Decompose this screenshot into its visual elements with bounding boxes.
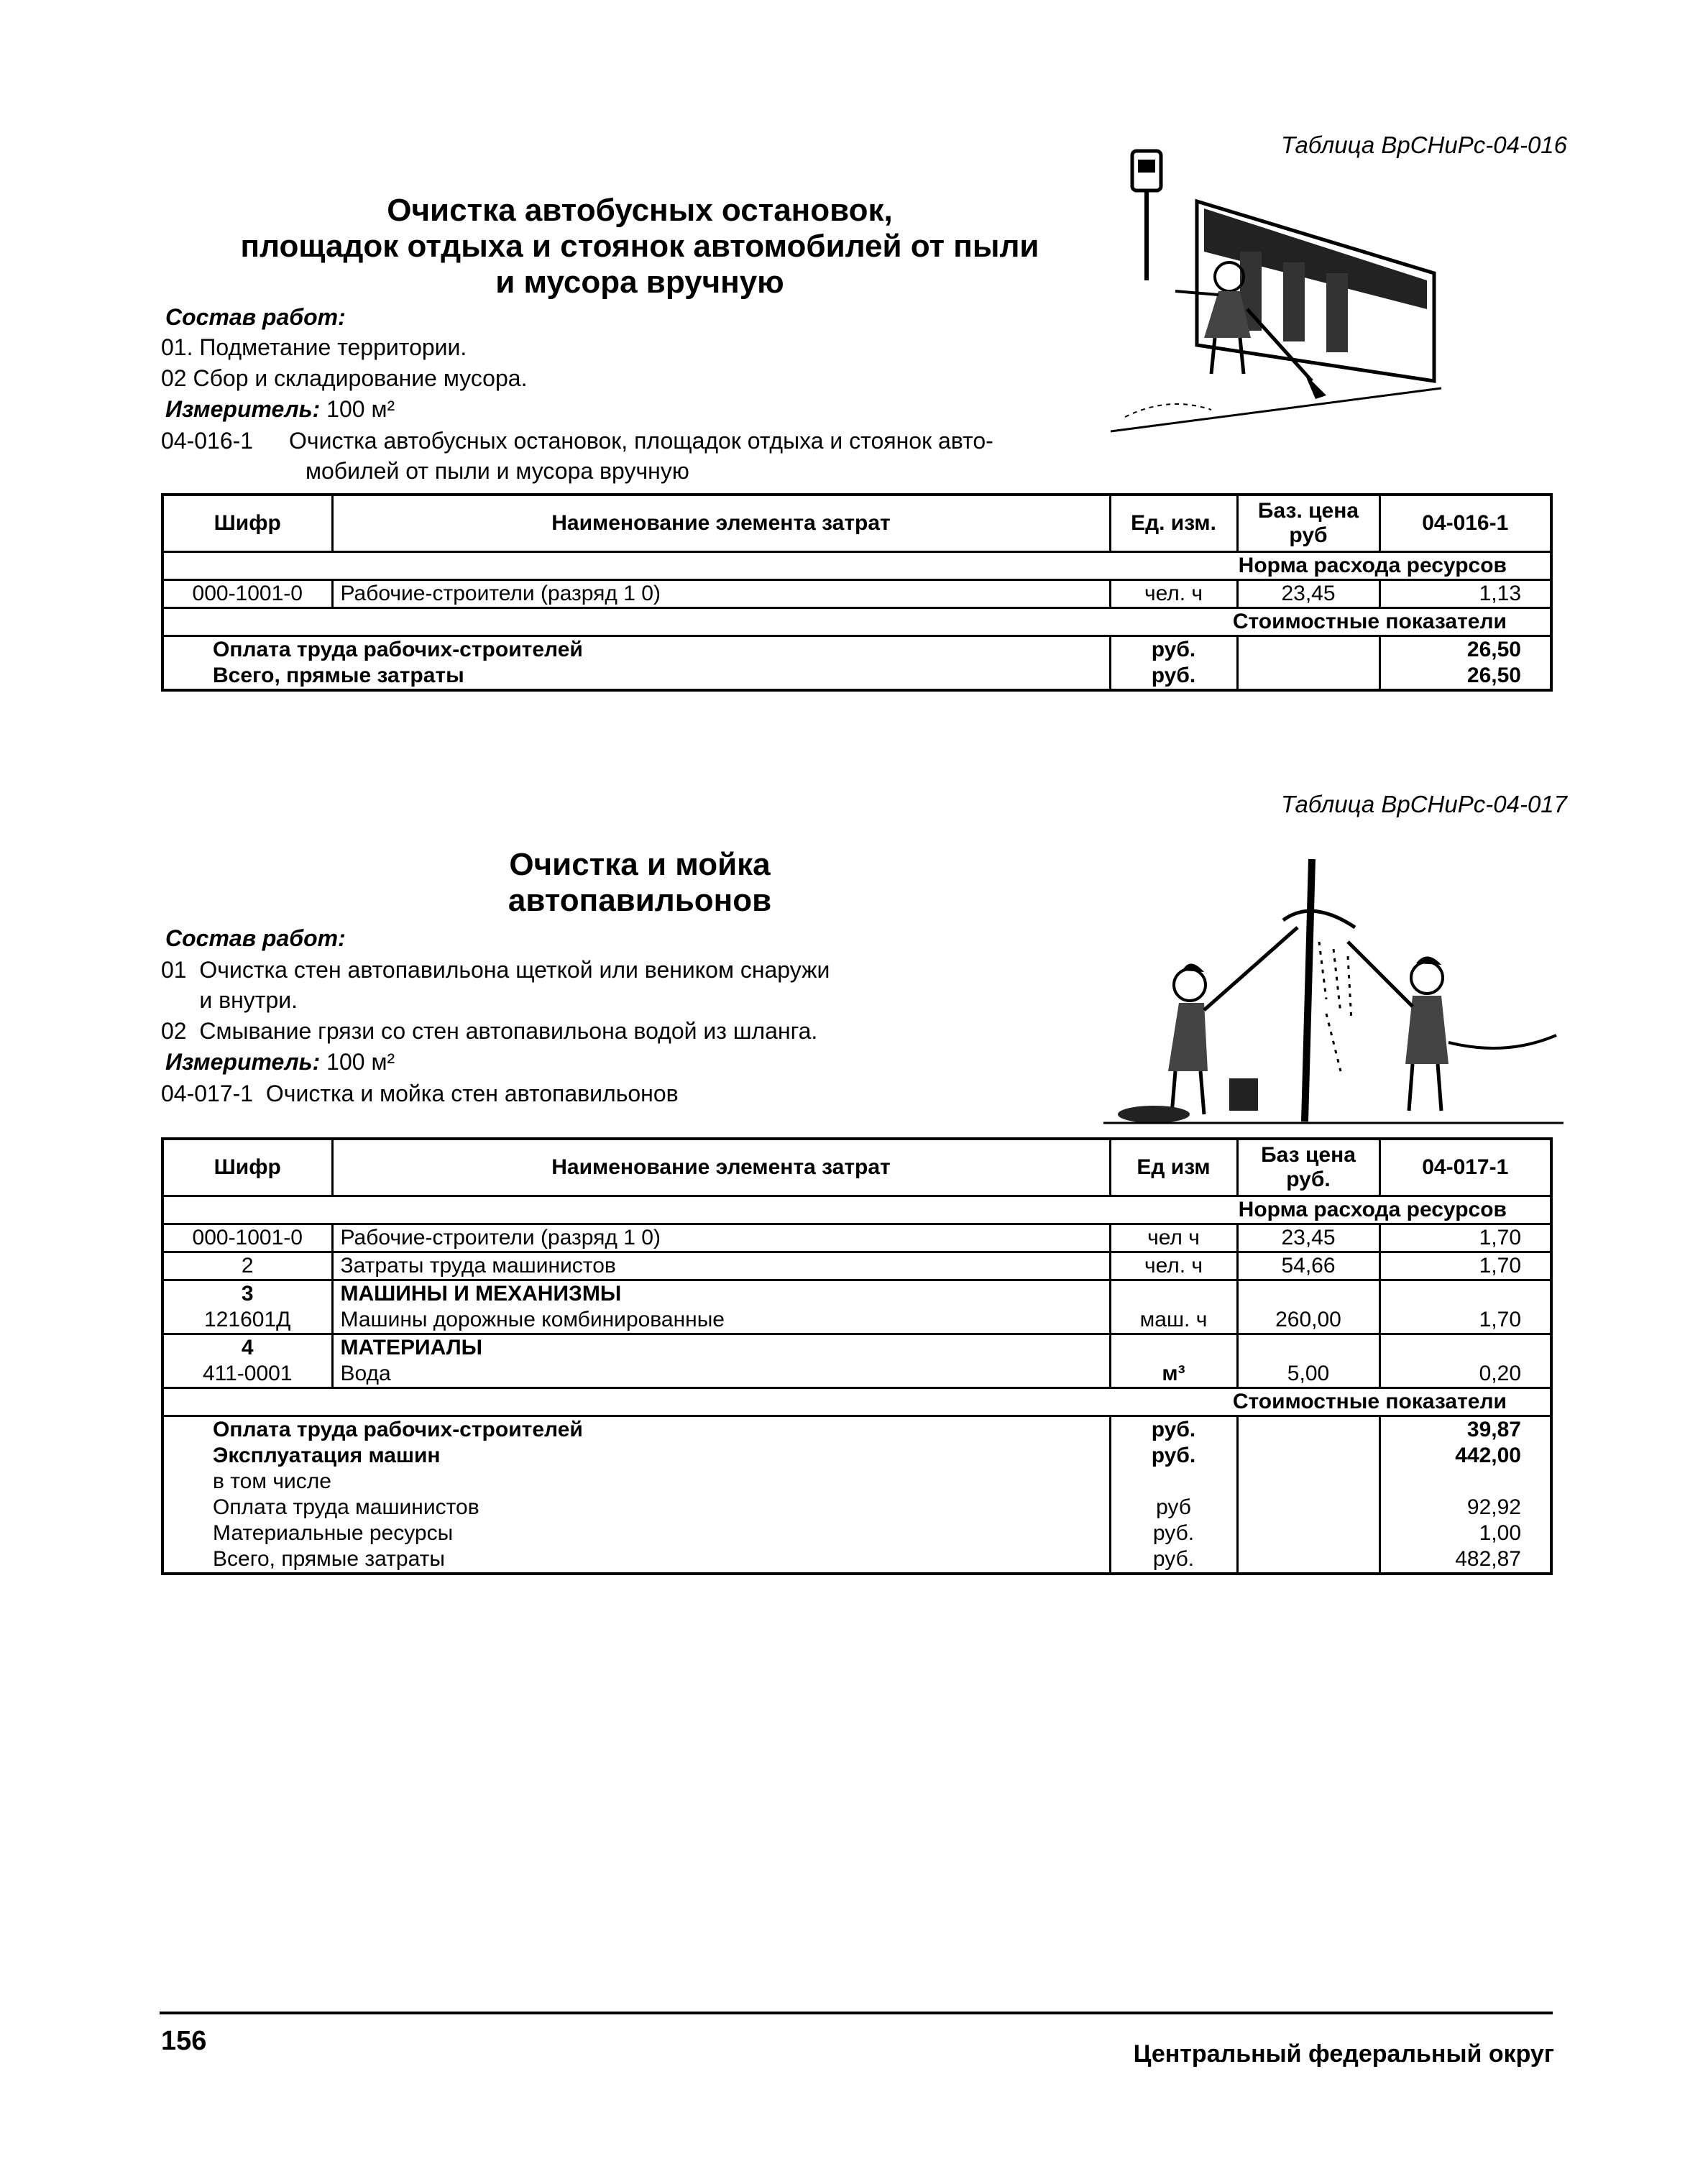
cost-value bbox=[1379, 1469, 1551, 1495]
group-name: МАШИНЫ И МЕХАНИЗМЫ bbox=[332, 1280, 1110, 1308]
cost-name: Всего, прямые затраты bbox=[162, 663, 1110, 690]
cost-name: Эксплуатация машин bbox=[162, 1443, 1110, 1469]
row-name: Затраты труда машинистов bbox=[332, 1252, 1110, 1280]
row-value: 1,13 bbox=[1379, 580, 1551, 608]
header-unit: Ед изм bbox=[1110, 1139, 1237, 1196]
header-norm-col: 04-017-1 bbox=[1379, 1139, 1551, 1196]
cost-name: Оплата труда машинистов bbox=[162, 1495, 1110, 1521]
row-name: Вода bbox=[332, 1361, 1110, 1388]
pavilion-washing-illustration bbox=[1103, 856, 1571, 1143]
cost-value: 92,92 bbox=[1466, 1495, 1521, 1519]
cost-name: Оплата труда рабочих-строителей bbox=[162, 636, 1110, 664]
cost-unit: руб. bbox=[1110, 1416, 1237, 1444]
table-row bbox=[162, 1252, 1551, 1280]
title-line: автопавильонов bbox=[508, 883, 772, 918]
row-name: Машины дорожные комбинированные bbox=[332, 1307, 1110, 1334]
cost-name: Оплата труда рабочих-строителей bbox=[162, 1416, 1110, 1444]
cost-unit: руб. bbox=[1110, 636, 1237, 664]
cost-price-empty bbox=[1237, 1546, 1379, 1574]
group-row bbox=[162, 1334, 1551, 1362]
empty-cell bbox=[1379, 1334, 1551, 1362]
cost-price-empty bbox=[1237, 663, 1379, 690]
cost-value: 442,00 bbox=[1455, 1444, 1521, 1467]
header-unit: Ед. изм. bbox=[1110, 495, 1237, 552]
table-row bbox=[162, 1361, 1551, 1388]
cost-unit: руб. bbox=[1110, 1546, 1237, 1574]
footer-rule bbox=[160, 2012, 1553, 2014]
header-name: Наименование элемента затрат bbox=[332, 1139, 1110, 1196]
cost-unit: руб. bbox=[1110, 1443, 1237, 1469]
meter-value: 100 м² bbox=[326, 1049, 395, 1075]
norm-code: 04-016-1 bbox=[161, 428, 254, 454]
group-code: 3 bbox=[162, 1280, 332, 1308]
cost-table-017 bbox=[161, 1137, 1553, 1575]
row-price: 54,66 bbox=[1237, 1252, 1379, 1280]
section-norm: Норма расхода ресурсов bbox=[162, 552, 1551, 580]
group-code: 4 bbox=[162, 1334, 332, 1362]
group-row bbox=[162, 1280, 1551, 1308]
cost-row bbox=[162, 1469, 1551, 1495]
header-price: Баз цена руб. bbox=[1237, 1139, 1379, 1196]
norm-line: 04-017-1 Очистка и мойка стен автопавильонов bbox=[161, 1081, 679, 1106]
title-line: Очистка и мойка bbox=[509, 847, 771, 882]
cost-name: Всего, прямые затраты bbox=[162, 1546, 1110, 1574]
page-number: 156 bbox=[161, 2026, 207, 2056]
composition-heading: Состав работ: bbox=[165, 304, 346, 330]
cost-row bbox=[162, 1521, 1551, 1546]
row-code: 000-1001-0 bbox=[162, 1224, 332, 1252]
row-code: 000-1001-0 bbox=[162, 580, 332, 608]
cost-value: 26,50 bbox=[1466, 664, 1521, 687]
cost-value: 482,87 bbox=[1455, 1547, 1521, 1571]
row-unit: чел. ч bbox=[1110, 580, 1237, 608]
row-name: Рабочие-строители (разряд 1 0) bbox=[332, 580, 1110, 608]
empty-cell bbox=[1110, 1280, 1237, 1308]
cost-price-empty bbox=[1237, 1521, 1379, 1546]
section-cost: Стоимостные показатели bbox=[162, 1388, 1551, 1416]
cost-table-016 bbox=[161, 493, 1553, 692]
header-name: Наименование элемента затрат bbox=[332, 495, 1110, 552]
group-name: МАТЕРИАЛЫ bbox=[332, 1334, 1110, 1362]
norm-desc-line2: мобилей от пыли и мусора вручную bbox=[306, 458, 689, 484]
footer-region: Центральный федеральный округ bbox=[1133, 2040, 1554, 2068]
row-unit: м³ bbox=[1110, 1361, 1237, 1388]
row-code: 2 bbox=[162, 1252, 332, 1280]
empty-cell bbox=[1110, 1334, 1237, 1362]
table-row bbox=[162, 1224, 1551, 1252]
row-value: 1,70 bbox=[1379, 1224, 1551, 1252]
empty-cell bbox=[1379, 1280, 1551, 1308]
cost-row bbox=[162, 1416, 1551, 1444]
title-line: Очистка автобусных остановок, bbox=[387, 193, 893, 228]
cost-row bbox=[162, 1443, 1551, 1469]
meter-label: Измеритель: bbox=[165, 396, 321, 422]
cost-unit: руб. bbox=[1110, 663, 1237, 690]
header-price: Баз. цена руб bbox=[1237, 495, 1379, 552]
composition-heading: Состав работ: bbox=[165, 925, 346, 951]
row-code: 411-0001 bbox=[162, 1361, 332, 1388]
composition-item: 01. Подметание территории. bbox=[161, 334, 467, 360]
table-label-016: Таблица ВрСНиРс-04-016 bbox=[1281, 132, 1567, 158]
cost-unit: руб. bbox=[1110, 1521, 1237, 1546]
cost-row bbox=[162, 663, 1551, 690]
meter-label: Измеритель: bbox=[165, 1049, 321, 1075]
cost-name: Материальные ресурсы bbox=[162, 1521, 1110, 1546]
header-code: Шифр bbox=[162, 1139, 332, 1196]
header-code: Шифр bbox=[162, 495, 332, 552]
composition-item: 01 Очистка стен автопавильона щеткой или веником снаружи bbox=[161, 957, 830, 983]
cost-price-empty bbox=[1237, 1469, 1379, 1495]
cost-price-empty bbox=[1237, 1443, 1379, 1469]
table-row bbox=[162, 1307, 1551, 1334]
table-row bbox=[162, 580, 1551, 608]
cost-value: 26,50 bbox=[1466, 638, 1521, 661]
meter-value: 100 м² bbox=[326, 396, 395, 422]
row-value: 1,70 bbox=[1379, 1307, 1551, 1334]
composition-item: и внутри. bbox=[161, 987, 298, 1013]
section-norm: Норма расхода ресурсов bbox=[162, 1196, 1551, 1224]
section-cost: Стоимостные показатели bbox=[162, 608, 1551, 636]
empty-cell bbox=[1237, 1280, 1379, 1308]
section-title-016 bbox=[173, 193, 1107, 301]
cost-row bbox=[162, 1495, 1551, 1521]
header-norm-col: 04-016-1 bbox=[1379, 495, 1551, 552]
row-price: 260,00 bbox=[1237, 1307, 1379, 1334]
meter-line bbox=[165, 1047, 395, 1077]
title-line: и мусора вручную bbox=[495, 265, 784, 300]
table-label-017: Таблица ВрСНиРс-04-017 bbox=[1281, 791, 1567, 817]
cost-unit bbox=[1110, 1469, 1237, 1495]
row-value: 0,20 bbox=[1479, 1362, 1521, 1385]
empty-cell bbox=[1237, 1334, 1379, 1362]
meter-line bbox=[165, 394, 395, 424]
row-price: 23,45 bbox=[1237, 580, 1379, 608]
cost-row bbox=[162, 636, 1551, 664]
row-unit: чел. ч bbox=[1110, 1252, 1237, 1280]
cost-value: 1,00 bbox=[1479, 1521, 1521, 1545]
row-price: 5,00 bbox=[1237, 1361, 1379, 1388]
row-unit: чел ч bbox=[1110, 1224, 1237, 1252]
composition-item: 02 Сбор и складирование мусора. bbox=[161, 365, 528, 391]
cost-unit: руб bbox=[1110, 1495, 1237, 1521]
cost-price-empty bbox=[1237, 636, 1379, 664]
cost-value: 39,87 bbox=[1466, 1418, 1521, 1441]
composition-item: 02 Смывание грязи со стен автопавильона водой из шланга. bbox=[161, 1018, 818, 1044]
row-code: 121601Д bbox=[162, 1307, 332, 1334]
norm-desc-line1: Очистка автобусных остановок, площадок отдыха и стоянок авто- bbox=[289, 428, 993, 454]
title-line: площадок отдыха и стоянок автомобилей от пыли bbox=[240, 229, 1039, 264]
row-unit: маш. ч bbox=[1110, 1307, 1237, 1334]
cost-name: в том числе bbox=[162, 1469, 1110, 1495]
row-name: Рабочие-строители (разряд 1 0) bbox=[332, 1224, 1110, 1252]
cost-price-empty bbox=[1237, 1495, 1379, 1521]
cost-row bbox=[162, 1546, 1551, 1574]
section-title-017 bbox=[359, 847, 920, 919]
cost-price-empty bbox=[1237, 1416, 1379, 1444]
row-value: 1,70 bbox=[1379, 1252, 1551, 1280]
row-price: 23,45 bbox=[1237, 1224, 1379, 1252]
bus-stop-cleaning-illustration bbox=[1111, 144, 1448, 453]
